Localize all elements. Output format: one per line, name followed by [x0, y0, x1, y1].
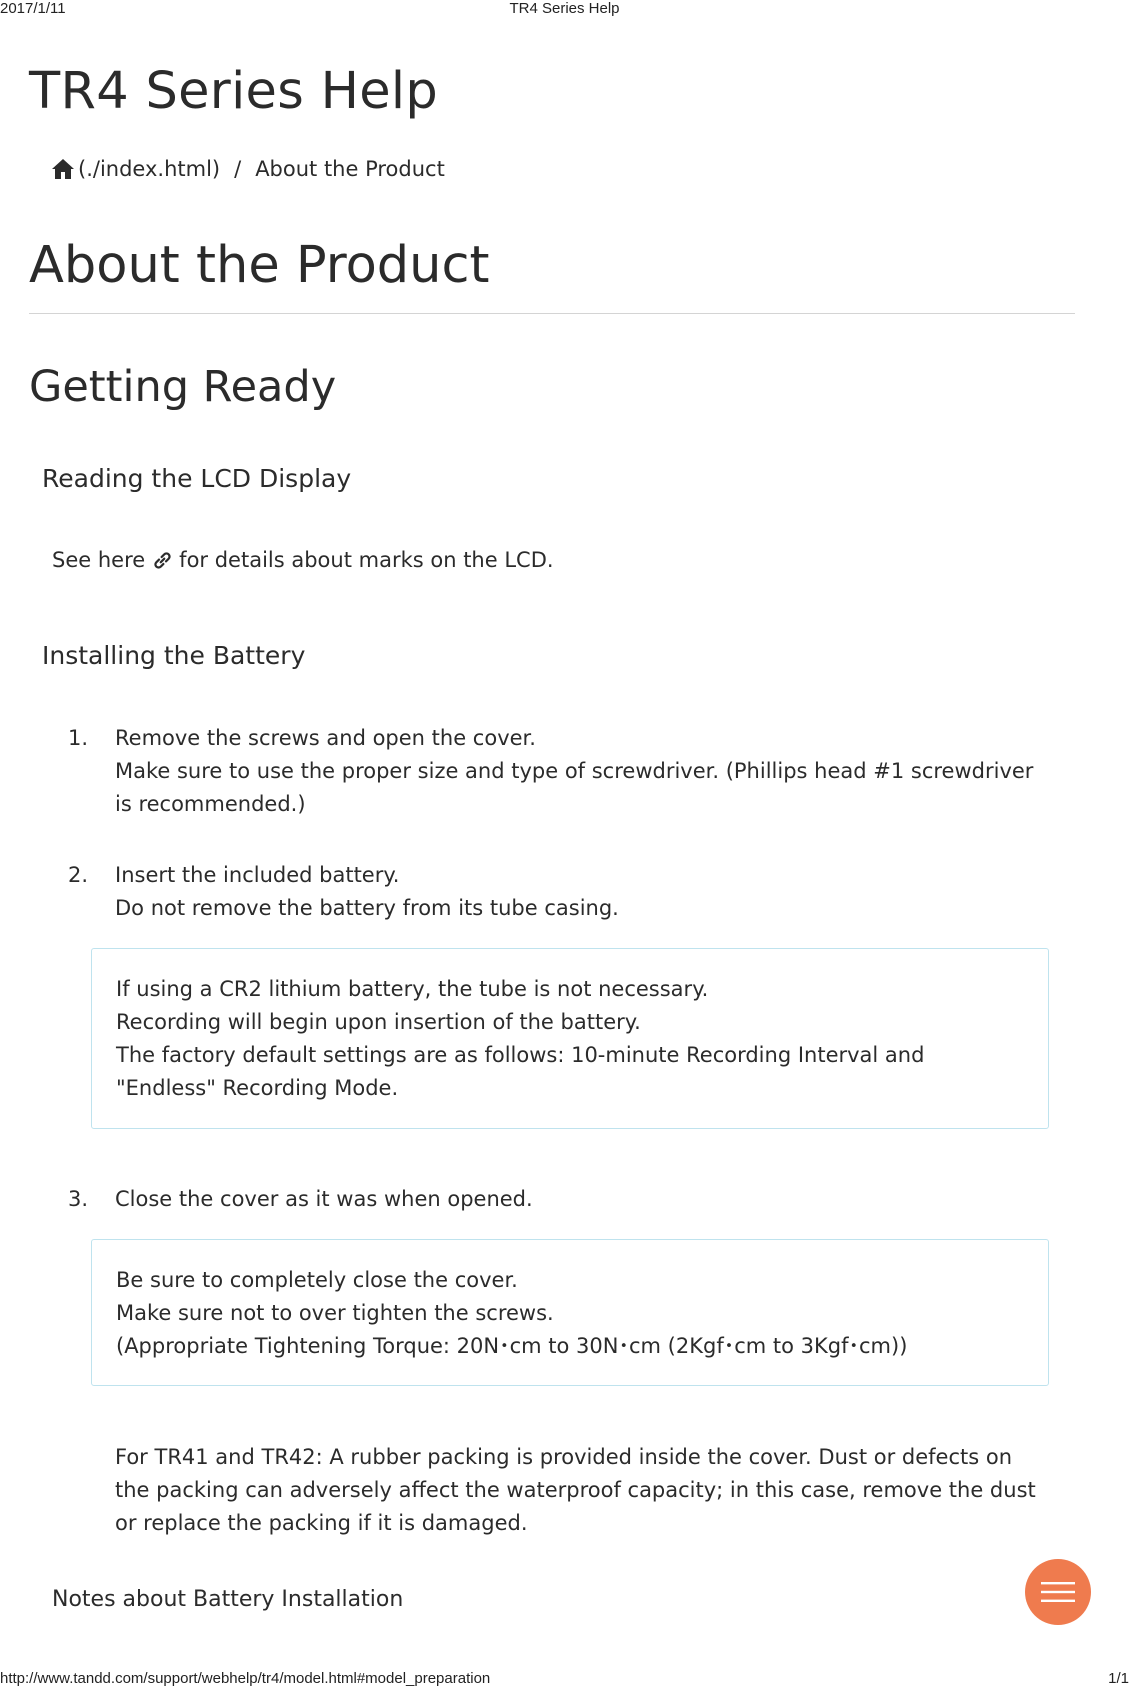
print-footer [0, 1669, 1129, 1689]
print-date: 2017/1/11 [0, 0, 66, 17]
home-icon[interactable] [51, 158, 75, 180]
lcd-text-after: for details about marks on the LCD. [179, 548, 554, 572]
note-line: Make sure not to over tighten the screws. [116, 1301, 554, 1325]
step-line: Make sure to use the proper size and type of screwdriver. (Phillips head #1 screwdriver is recommended.) [115, 759, 1034, 816]
step-line: Do not remove the battery from its tube casing. [115, 896, 619, 920]
breadcrumb-home-link[interactable]: (./index.html) [78, 157, 221, 181]
print-url: http://www.tandd.com/support/webhelp/tr4/model.html#model_preparation [0, 1670, 491, 1687]
step-number: 3. [68, 1187, 89, 1211]
title-divider [29, 313, 1075, 314]
note-line: Be sure to completely close the cover. [116, 1268, 518, 1292]
note-line: Recording will begin upon insertion of the battery. [116, 1010, 641, 1034]
packing-note: For TR41 and TR42: A rubber packing is provided inside the cover. Dust or defects on the packing can adversely affect the waterproof capacity; in this case, remove the dust or replace the packing if it is damaged. [115, 1445, 1036, 1535]
lcd-heading: Reading the LCD Display [42, 464, 352, 493]
note-line: If using a CR2 lithium battery, the tube is not necessary. [116, 977, 709, 1001]
step-number: 2. [68, 863, 89, 887]
lcd-paragraph [52, 544, 554, 577]
battery-note-box [91, 948, 1049, 1129]
breadcrumb [51, 157, 445, 181]
step-number: 1. [68, 726, 89, 750]
step-line: Remove the screws and open the cover. [115, 726, 536, 750]
menu-button[interactable] [1025, 1559, 1091, 1625]
breadcrumb-separator: / [234, 157, 242, 181]
link-icon[interactable] [152, 550, 173, 571]
page-title: About the Product [29, 236, 490, 295]
print-doc-title: TR4 Series Help [509, 0, 620, 17]
section-title: Getting Ready [29, 362, 337, 412]
note-line: The factory default settings are as follows: 10-minute Recording Interval and "Endless" Recording Mode. [116, 1043, 925, 1100]
battery-heading: Installing the Battery [42, 641, 306, 670]
hamburger-menu-icon [1041, 1579, 1075, 1605]
notes-heading: Notes about Battery Installation [52, 1587, 404, 1612]
cover-note-box [91, 1239, 1049, 1386]
step-line: Close the cover as it was when opened. [115, 1187, 533, 1211]
lcd-text-before: See here [52, 548, 146, 572]
print-page-number: 1/1 [1108, 1670, 1129, 1687]
print-header [0, 0, 1129, 20]
breadcrumb-current: About the Product [255, 157, 445, 181]
note-line: (Appropriate Tightening Torque: 20N･cm to 30N･cm (2Kgf･cm to 3Kgf･cm)) [116, 1334, 908, 1358]
step-line: Insert the included battery. [115, 863, 400, 887]
site-title: TR4 Series Help [29, 62, 439, 121]
